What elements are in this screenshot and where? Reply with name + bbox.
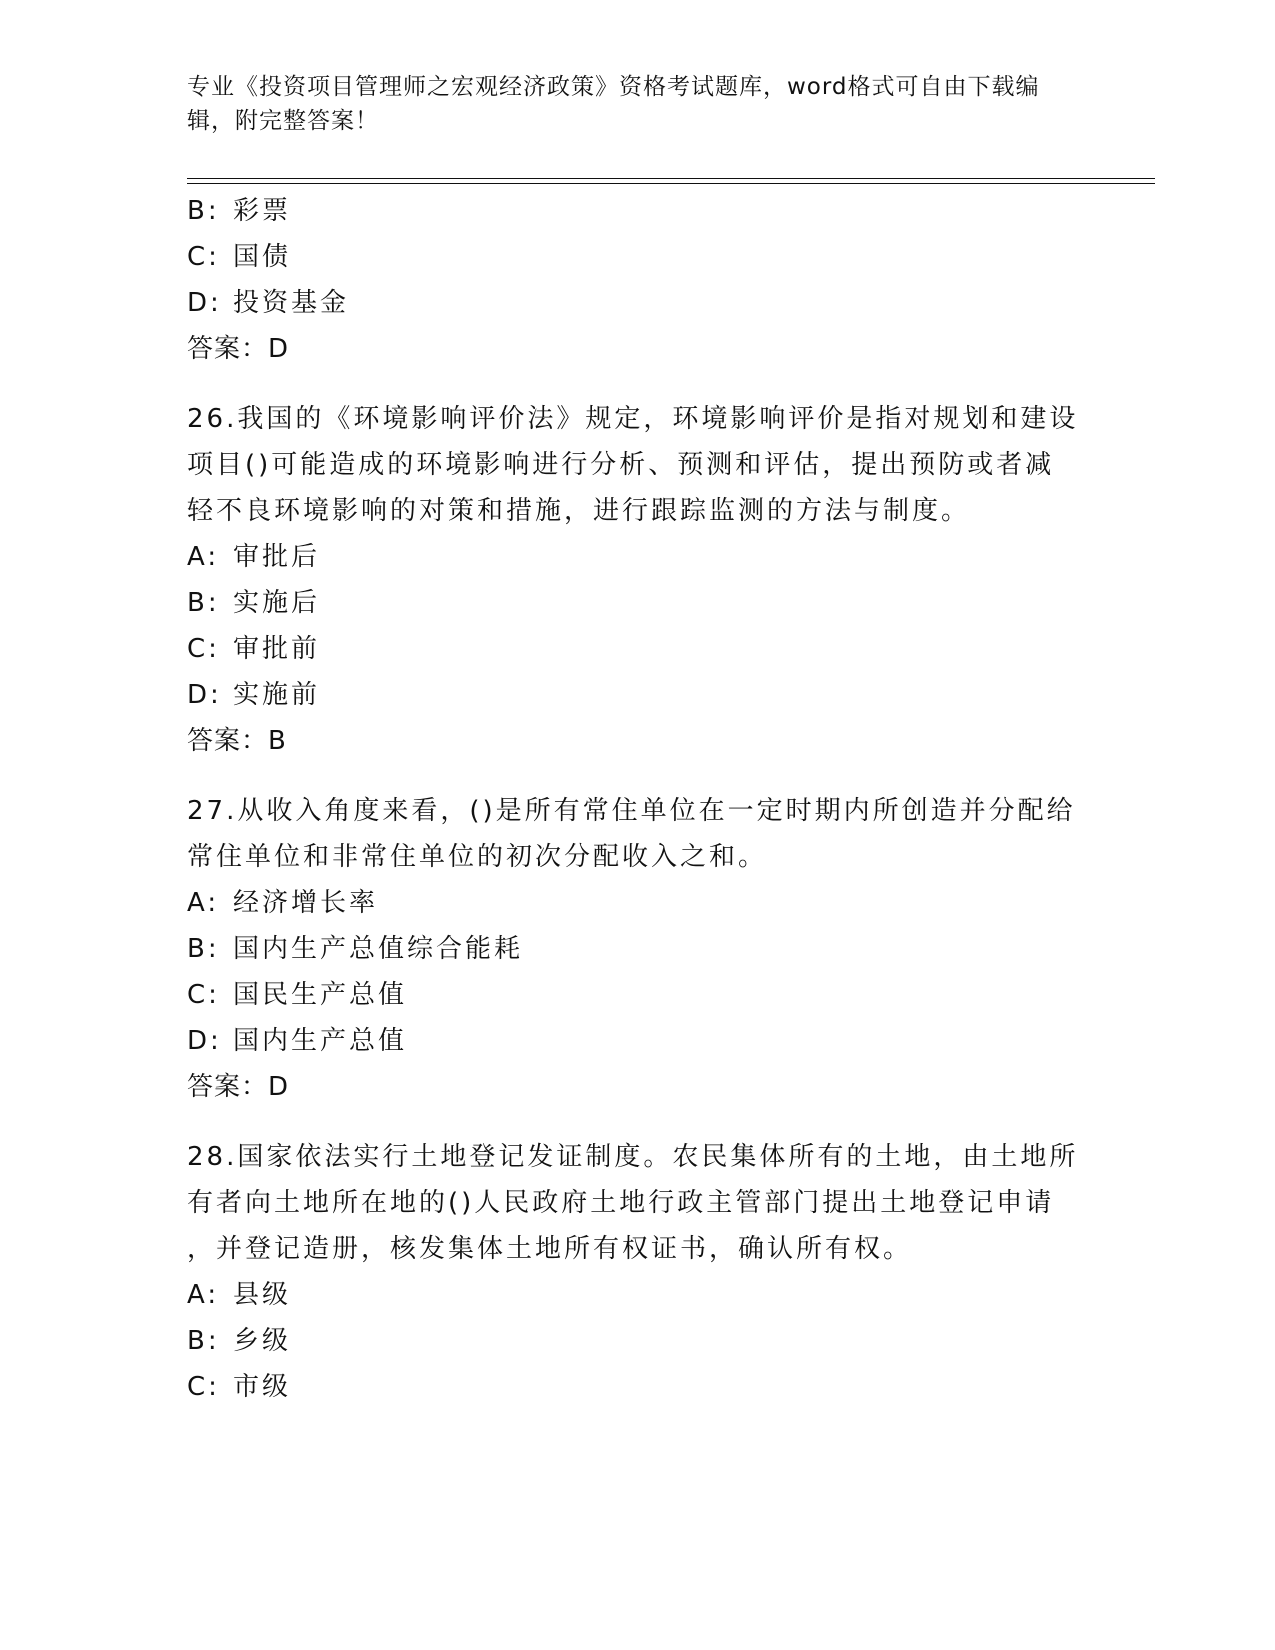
- option-text: 市级: [233, 1372, 292, 1402]
- option-label: C:: [187, 242, 220, 272]
- option-d: [187, 280, 1087, 326]
- option-b: [187, 926, 1087, 972]
- option-c: [187, 234, 1087, 280]
- option-c: [187, 972, 1087, 1018]
- answer: 答案：B: [187, 726, 287, 756]
- option-text: 国债: [233, 242, 292, 272]
- option-d: [187, 672, 1087, 718]
- option-text: 审批后: [233, 542, 321, 572]
- option-text: 审批前: [233, 634, 321, 664]
- option-label: B:: [187, 196, 220, 226]
- header-line-1: 专业《投资项目管理师之宏观经济政策》资格考试题库，word格式可自由下载编: [187, 74, 1040, 100]
- option-label: A:: [187, 542, 220, 572]
- question-list: [187, 188, 1087, 1410]
- document-header: [187, 70, 1087, 138]
- option-label: D:: [187, 288, 222, 318]
- question-stem-line: 轻不良环境影响的对策和措施，进行跟踪监测的方法与制度。: [187, 496, 971, 526]
- answer: 答案：D: [187, 334, 290, 364]
- option-label: D:: [187, 680, 222, 710]
- question-stem-line: 项目()可能造成的环境影响进行分析、预测和评估，提出预防或者减: [187, 450, 1055, 480]
- option-text: 彩票: [233, 196, 292, 226]
- option-b: [187, 188, 1087, 234]
- option-b: [187, 1318, 1087, 1364]
- header-divider-bottom: [187, 183, 1155, 184]
- option-b: [187, 580, 1087, 626]
- header-divider-top: [187, 178, 1155, 179]
- question-stem-line: 27.从收入角度来看，()是所有常住单位在一定时期内所创造并分配给: [187, 796, 1076, 826]
- answer: 答案：D: [187, 1072, 290, 1102]
- option-c: [187, 626, 1087, 672]
- question-27: [187, 788, 1087, 1110]
- option-text: 国内生产总值: [233, 1026, 408, 1056]
- header-line-2: 辑，附完整答案！: [187, 108, 379, 134]
- option-label: A:: [187, 888, 220, 918]
- option-label: A:: [187, 1280, 220, 1310]
- question-26: [187, 396, 1087, 764]
- option-text: 经济增长率: [233, 888, 379, 918]
- option-text: 国内生产总值综合能耗: [233, 934, 524, 964]
- option-label: B:: [187, 934, 220, 964]
- option-label: C:: [187, 1372, 220, 1402]
- option-d: [187, 1018, 1087, 1064]
- option-text: 国民生产总值: [233, 980, 408, 1010]
- option-label: C:: [187, 980, 220, 1010]
- option-c: [187, 1364, 1087, 1410]
- question-stem-line: 28.国家依法实行土地登记发证制度。农民集体所有的土地，由土地所: [187, 1142, 1079, 1172]
- option-a: [187, 1272, 1087, 1318]
- question-stem-line: 26.我国的《环境影响评价法》规定，环境影响评价是指对规划和建设: [187, 404, 1079, 434]
- option-text: 乡级: [233, 1326, 292, 1356]
- option-label: B:: [187, 1326, 220, 1356]
- option-label: C:: [187, 634, 220, 664]
- question-stem-line: ，并登记造册，核发集体土地所有权证书，确认所有权。: [187, 1234, 913, 1264]
- option-label: B:: [187, 588, 220, 618]
- option-text: 县级: [233, 1280, 292, 1310]
- option-text: 投资基金: [233, 288, 350, 318]
- option-label: D:: [187, 1026, 222, 1056]
- question-stem-line: 常住单位和非常住单位的初次分配收入之和。: [187, 842, 768, 872]
- option-a: [187, 534, 1087, 580]
- option-text: 实施前: [233, 680, 321, 710]
- option-text: 实施后: [233, 588, 321, 618]
- question-stem-line: 有者向土地所在地的()人民政府土地行政主管部门提出土地登记申请: [187, 1188, 1055, 1218]
- option-a: [187, 880, 1087, 926]
- question-28: [187, 1134, 1087, 1410]
- question-25-tail: [187, 188, 1087, 372]
